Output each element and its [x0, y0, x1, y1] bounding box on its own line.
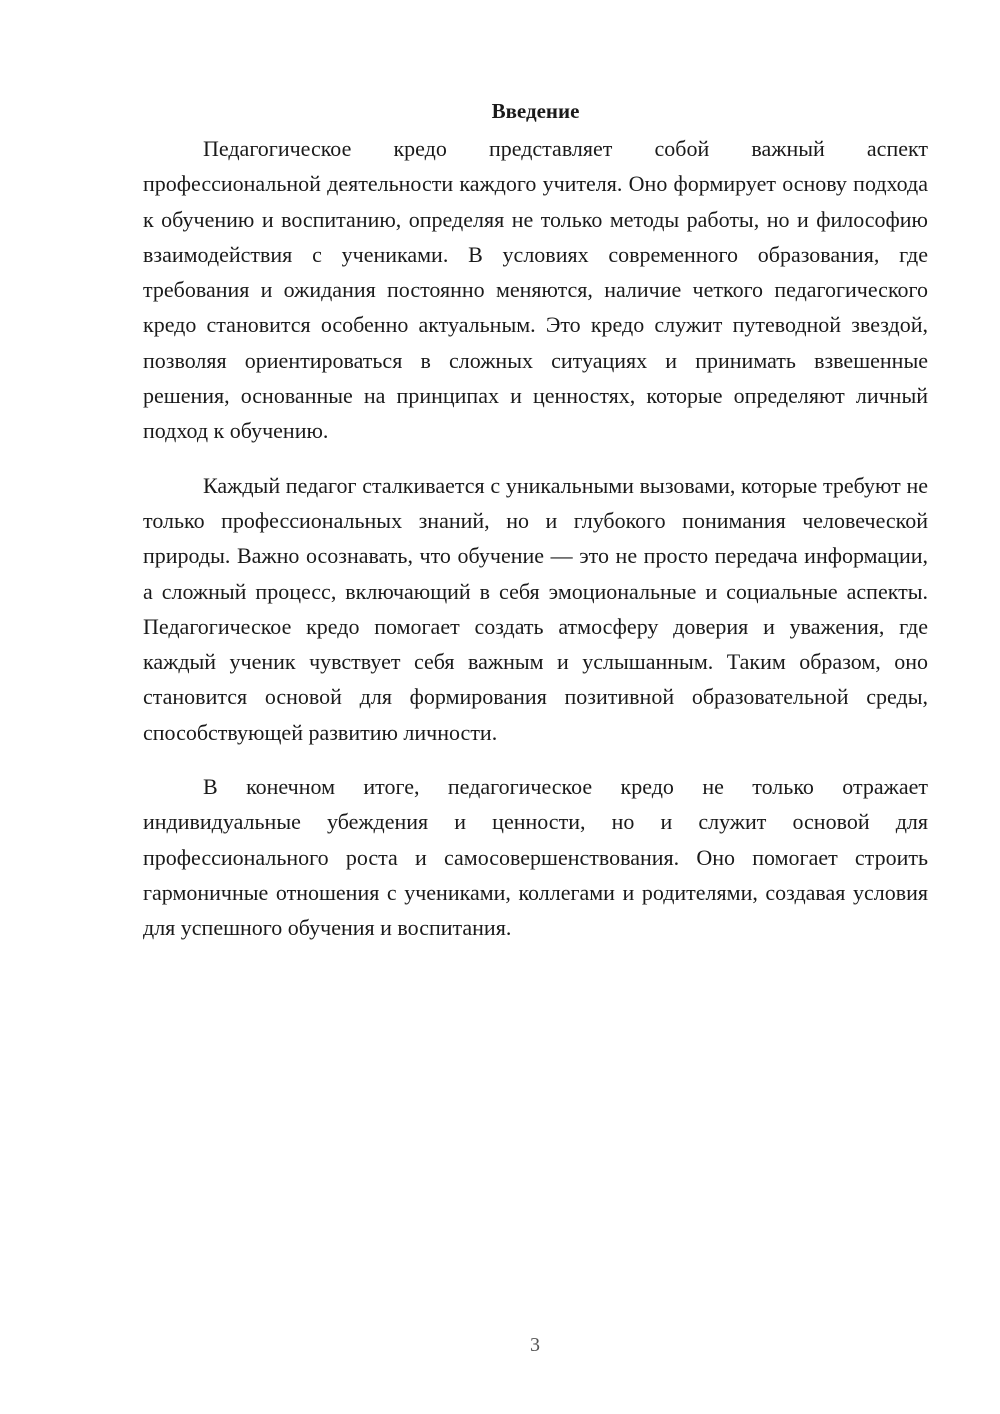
paragraph-2: Каждый педагог сталкивается с уникальными вызовами, которые требуют не только профессиональных знаний, но и глубокого понимания человеческой природы. Важно осознавать, что обучение — это не просто передача информации, а сложный процесс, включающий в себя эмоциональные и социальные аспекты. Педагогическое кредо помогает создать атмосферу доверия и уважения, где каждый ученик чувствует себя важным и услышанным. Таким образом, оно становится основой для формирования позитивной образовательной среды, способствующей развитию личности. [143, 472, 928, 745]
document-page [143, 96, 928, 946]
paragraph-1: Педагогическое кредо представляет собой важный аспект профессиональной деятельности каждого учителя. Оно формирует основу подхода к обучению и воспитанию, определяя не только методы работы, но и философию взаимодействия с учениками. В условиях современного образования, где требования и ожидания постоянно меняются, наличие четкого педагогического кредо становится особенно актуальным. Это кредо служит путеводной звездой, позволяя ориентироваться в сложных ситуациях и принимать взвешенные решения, основанные на принципах и ценностях, которые определяют личный подход к обучению. [143, 136, 928, 444]
paragraph-3: В конечном итоге, педагогическое кредо не только отражает индивидуальные убеждения и ценности, но и служит основой для профессионального роста и самосовершенствования. Оно помогает строить гармоничные отношения с учениками, коллегами и родителями, создавая условия для успешного обучения и воспитания. [143, 774, 928, 941]
page-number: 3 [530, 1334, 540, 1356]
section-heading: Введение [491, 99, 580, 123]
